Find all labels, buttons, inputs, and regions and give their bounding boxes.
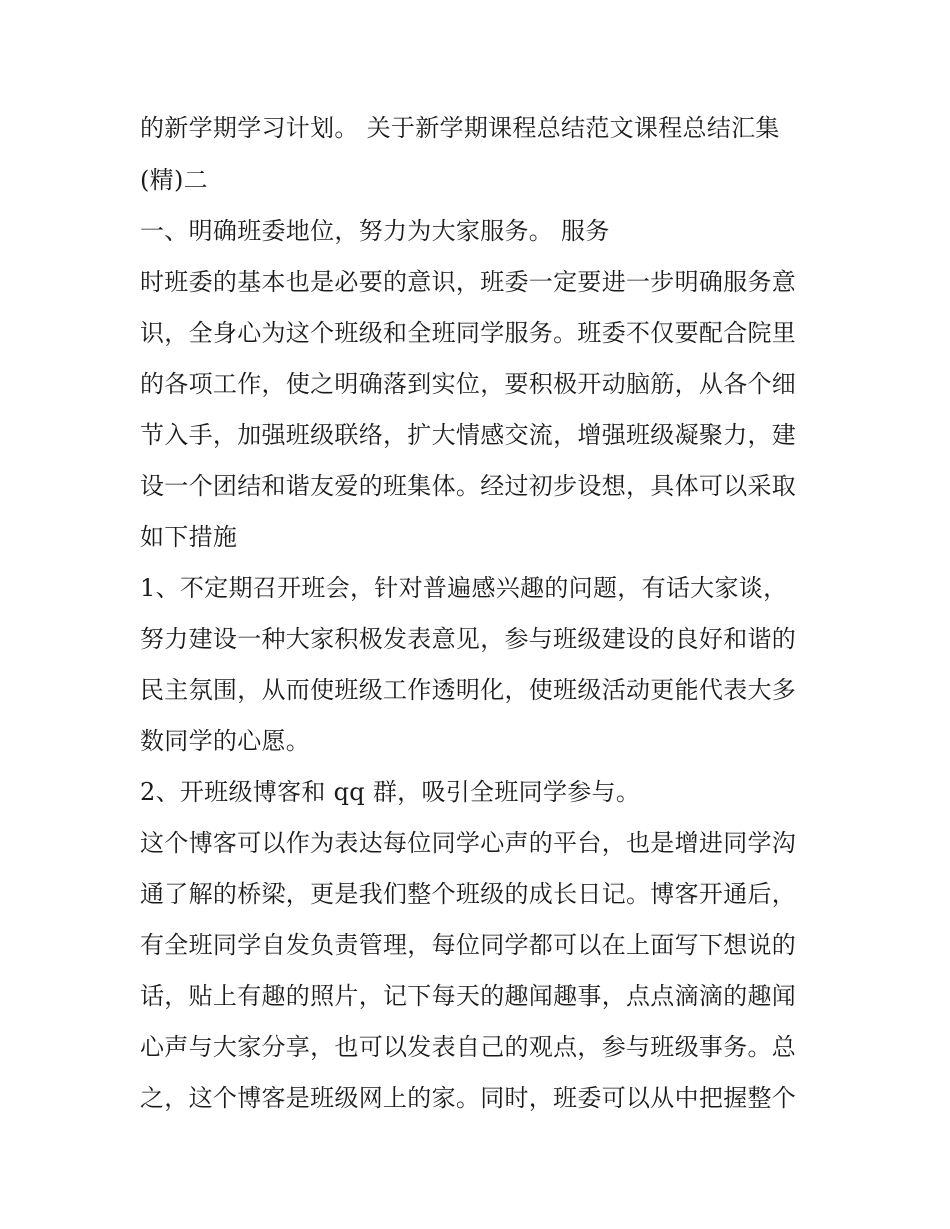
text-line: 识，全身心为这个班级和全班同学服务。班委不仅要配合院里	[140, 319, 797, 347]
text-line: 设一个团结和谐友爱的班集体。经过初步设想，具体可以采取	[140, 472, 797, 500]
text-line: 时班委的基本也是必要的意识，班委一定要进一步明确服务意	[140, 268, 797, 296]
text-line: 努力建设一种大家积极发表意见，参与班级建设的良好和谐的	[140, 625, 797, 653]
text-line: 心声与大家分享，也可以发表自己的观点，参与班级事务。总	[140, 1033, 797, 1061]
text-line: 之，这个博客是班级网上的家。同时，班委可以从中把握整个	[140, 1084, 797, 1112]
text-line: 民主氛围，从而使班级工作透明化，使班级活动更能代表大多	[140, 676, 797, 704]
text-line: 2、开班级博客和 qq 群，吸引全班同学参与。	[140, 778, 641, 806]
text-line: 的各项工作，使之明确落到实位，要积极开动脑筋，从各个细	[140, 370, 797, 398]
text-line: 通了解的桥梁，更是我们整个班级的成长日记。博客开通后，	[140, 880, 797, 908]
text-line: 有全班同学自发负责管理，每位同学都可以在上面写下想说的	[140, 931, 797, 959]
text-line: 如下措施	[140, 523, 238, 551]
text-line: 一、明确班委地位，努力为大家服务。 服务	[140, 217, 610, 245]
text-line: 的新学期学习计划。 关于新学期课程总结范文课程总结汇集	[140, 114, 780, 142]
text-line: 数同学的心愿。	[140, 727, 311, 755]
text-line: 这个博客可以作为表达每位同学心声的平台，也是增进同学沟	[140, 829, 797, 857]
text-line: 1、不定期召开班会，针对普遍感兴趣的问题，有话大家谈，	[140, 574, 788, 602]
text-line: 节入手，加强班级联络，扩大情感交流，增强班级凝聚力，建	[140, 421, 797, 449]
text-line: 话，贴上有趣的照片，记下每天的趣闻趣事，点点滴滴的趣闻	[140, 982, 797, 1010]
text-line: (精)二	[140, 166, 208, 194]
